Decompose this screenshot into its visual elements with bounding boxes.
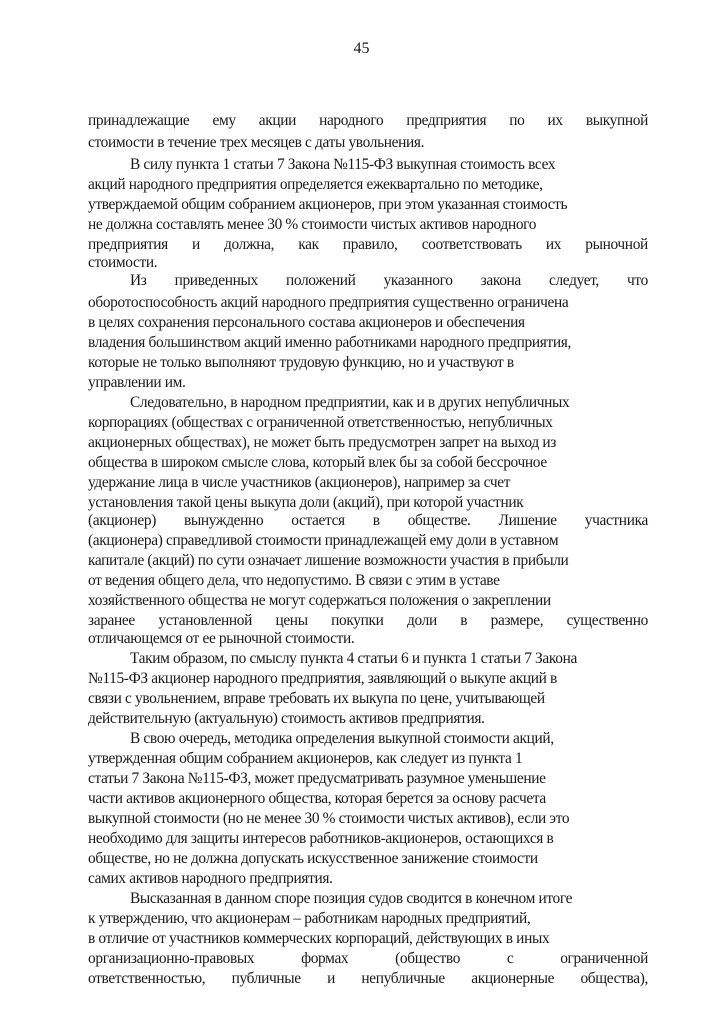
text-line: №115-ФЗ акционер народного предприятия, заявляющий о выкупе акций в — [88, 670, 557, 687]
text-line: в целях сохранения персонального состава акционеров и обеспечения — [88, 314, 525, 331]
text-line: стоимости в течение трех месяцев с даты увольнения. — [88, 134, 425, 151]
text-line: общества в широком смысле слова, который влек бы за собой бессрочное — [88, 454, 547, 471]
text-line: управлении им. — [88, 374, 186, 391]
text-line: акций народного предприятия определяется ежеквартально по методике, — [88, 176, 543, 193]
text-line: организационно-правовых формах (общество с ограниченной — [88, 950, 648, 967]
text-line: В свою очередь, методика определения выкупной стоимости акций, — [130, 730, 554, 747]
page-number: 45 — [353, 40, 370, 57]
text-line: (акционер) вынужденно остается в обществе. Лишение участника — [88, 512, 648, 529]
text-line: отличающемся от ее рыночной стоимости. — [88, 630, 355, 647]
text-line: действительную (актуальную) стоимость активов предприятия. — [88, 710, 485, 727]
text-line: оборотоспособность акций народного предприятия существенно ограничена — [88, 294, 569, 311]
text-line: принадлежащие ему акции народного предприятия по их выкупной — [88, 112, 648, 129]
text-line: обществе, но не должна допускать искусственное занижение стоимости — [88, 850, 538, 867]
text-line: ответственностью, публичные и непубличные акционерные общества), — [88, 970, 648, 987]
text-line: заранее установленной цены покупки доли в размере, существенно — [88, 612, 648, 629]
text-line: капитале (акций) по сути означает лишение возможности участия в прибыли — [88, 552, 569, 569]
text-line: к утверждению, что акционерам – работникам народных предприятий, — [88, 910, 531, 927]
text-line: (акционера) справедливой стоимости принадлежащей ему доли в уставном — [88, 532, 559, 549]
text-line: установления такой цены выкупа доли (акций), при которой участник — [88, 494, 524, 511]
text-line: части активов акционерного общества, которая берется за основу расчета — [88, 790, 546, 807]
text-line: Следовательно, в народном предприятии, как и в других непубличных — [130, 394, 570, 411]
text-line: самих активов народного предприятия. — [88, 870, 333, 887]
text-line: хозяйственного общества не могут содержаться положения о закреплении — [88, 592, 551, 609]
text-line: выкупной стоимости (но не менее 30 % стоимости чистых активов), если это — [88, 810, 570, 827]
text-line: акционерных обществах), не может быть предусмотрен запрет на выход из — [88, 434, 556, 451]
text-line: в отличие от участников коммерческих корпораций, действующих в иных — [88, 930, 550, 947]
text-line: Таким образом, по смыслу пункта 4 статьи 6 и пункта 1 статьи 7 Закона — [130, 650, 577, 667]
text-line: от ведения общего дела, что недопустимо. В связи с этим в уставе — [88, 572, 500, 589]
text-line: корпорациях (обществах с ограниченной ответственностью, непубличных — [88, 414, 553, 431]
text-line: необходимо для защиты интересов работников-акционеров, остающихся в — [88, 830, 554, 847]
text-line: Из приведенных положений указанного закона следует, что — [130, 272, 648, 289]
text-line: В силу пункта 1 статьи 7 Закона №115-ФЗ выкупная стоимость всех — [130, 156, 556, 173]
text-line: стоимости. — [88, 254, 158, 271]
text-line: предприятия и должна, как правило, соответствовать их рыночной — [88, 236, 648, 253]
text-line: Высказанная в данном споре позиция судов сводится в конечном итоге — [130, 890, 573, 907]
text-line: статьи 7 Закона №115-ФЗ, может предусматривать разумное уменьшение — [88, 770, 546, 787]
text-line: связи с увольнением, вправе требовать их выкупа по цене, учитывающей — [88, 690, 545, 707]
text-line: которые не только выполняют трудовую функцию, но и участвуют в — [88, 354, 514, 371]
text-line: удержание лица в числе участников (акционеров), например за счет — [88, 474, 511, 491]
text-line: утвержденная общим собранием акционеров, как следует из пункта 1 — [88, 750, 523, 767]
text-line: владения большинством акций именно работниками народного предприятия, — [88, 334, 571, 351]
text-line: утверждаемой общим собранием акционеров, при этом указанная стоимость — [88, 196, 568, 213]
text-line: не должна составлять менее 30 % стоимости чистых активов народного — [88, 216, 537, 233]
